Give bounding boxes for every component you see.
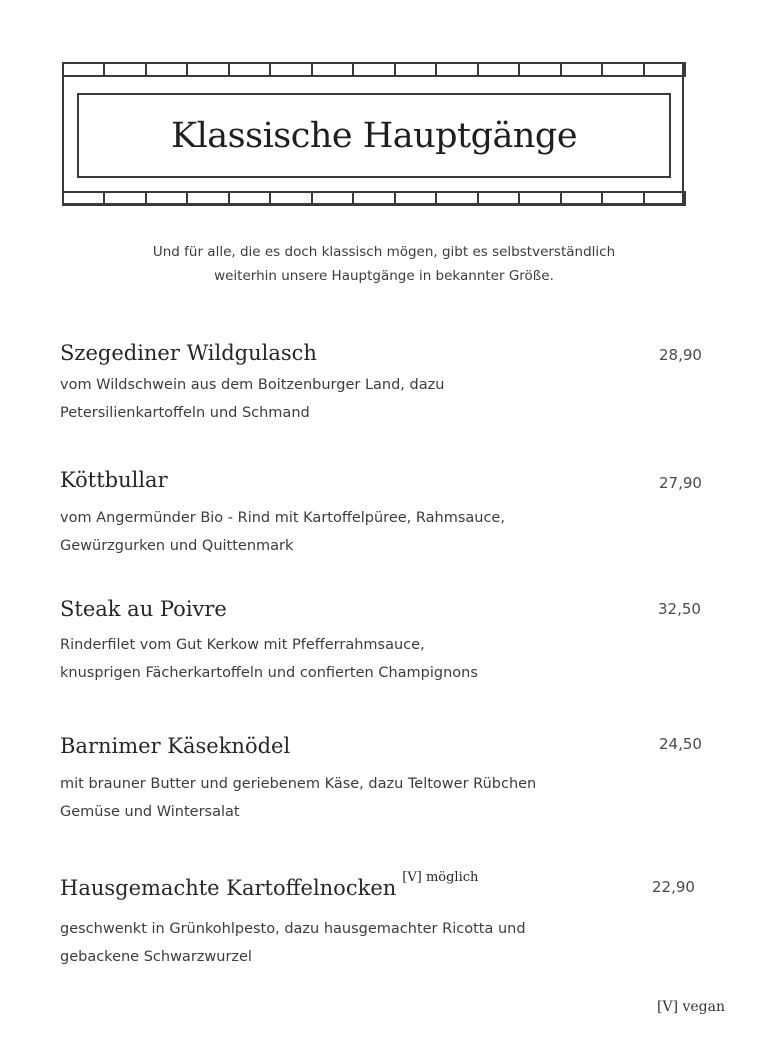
dish-name-text: Hausgemachte Kartoffelnocken [60, 876, 397, 900]
dish-name [60, 870, 479, 900]
dish-desc-line: knusprigen Fächerkartoffeln und confierten Champignons [60, 665, 478, 681]
dish-name: Steak au Poivre [60, 597, 227, 621]
dish-desc-line: Petersilienkartoffeln und Schmand [60, 405, 310, 421]
dish-description [60, 371, 660, 427]
dish-description [60, 504, 660, 560]
dish-description [60, 770, 660, 826]
dish-desc-line: Gemüse und Wintersalat [60, 804, 240, 820]
dish-name: Szegediner Wildgulasch [60, 341, 317, 365]
dish-desc-line: mit brauner Butter und geriebenem Käse, dazu Teltower Rübchen [60, 776, 537, 792]
dish-description [60, 631, 660, 687]
header-frame-strip-top [62, 62, 686, 77]
dish-description [60, 915, 660, 971]
page-title: Klassische Hauptgänge [170, 115, 578, 156]
dish-desc-line: Rinderfilet vom Gut Kerkow mit Pfefferrahmsauce, [60, 637, 425, 653]
dish-name: Köttbullar [60, 468, 168, 492]
dish-name: Barnimer Käseknödel [60, 734, 291, 758]
intro-text [60, 240, 708, 288]
header-frame-inner [77, 93, 671, 178]
dish-desc-line: geschwenkt in Grünkohlpesto, dazu hausgemachter Ricotta und [60, 921, 526, 937]
vegan-possible-note: [V] möglich [402, 870, 479, 885]
dish-price: 28,90 [659, 346, 702, 364]
dish-desc-line: gebackene Schwarzwurzel [60, 949, 252, 965]
dish-price: 32,50 [658, 600, 701, 618]
intro-line-1: Und für alle, die es doch klassisch mögen, gibt es selbstverständlich [152, 244, 616, 260]
vegan-legend: [V] vegan [657, 999, 726, 1015]
dish-price: 22,90 [652, 878, 695, 896]
dish-desc-line: vom Wildschwein aus dem Boitzenburger Land, dazu [60, 377, 445, 393]
dish-desc-line: Gewürzgurken und Quittenmark [60, 538, 294, 554]
dish-price: 24,50 [659, 735, 702, 753]
dish-desc-line: vom Angermünder Bio - Rind mit Kartoffelpüree, Rahmsauce, [60, 510, 505, 526]
dish-price: 27,90 [659, 474, 702, 492]
header-frame-strip-bottom [62, 191, 686, 206]
intro-line-2: weiterhin unsere Hauptgänge in bekannter Größe. [214, 268, 554, 284]
